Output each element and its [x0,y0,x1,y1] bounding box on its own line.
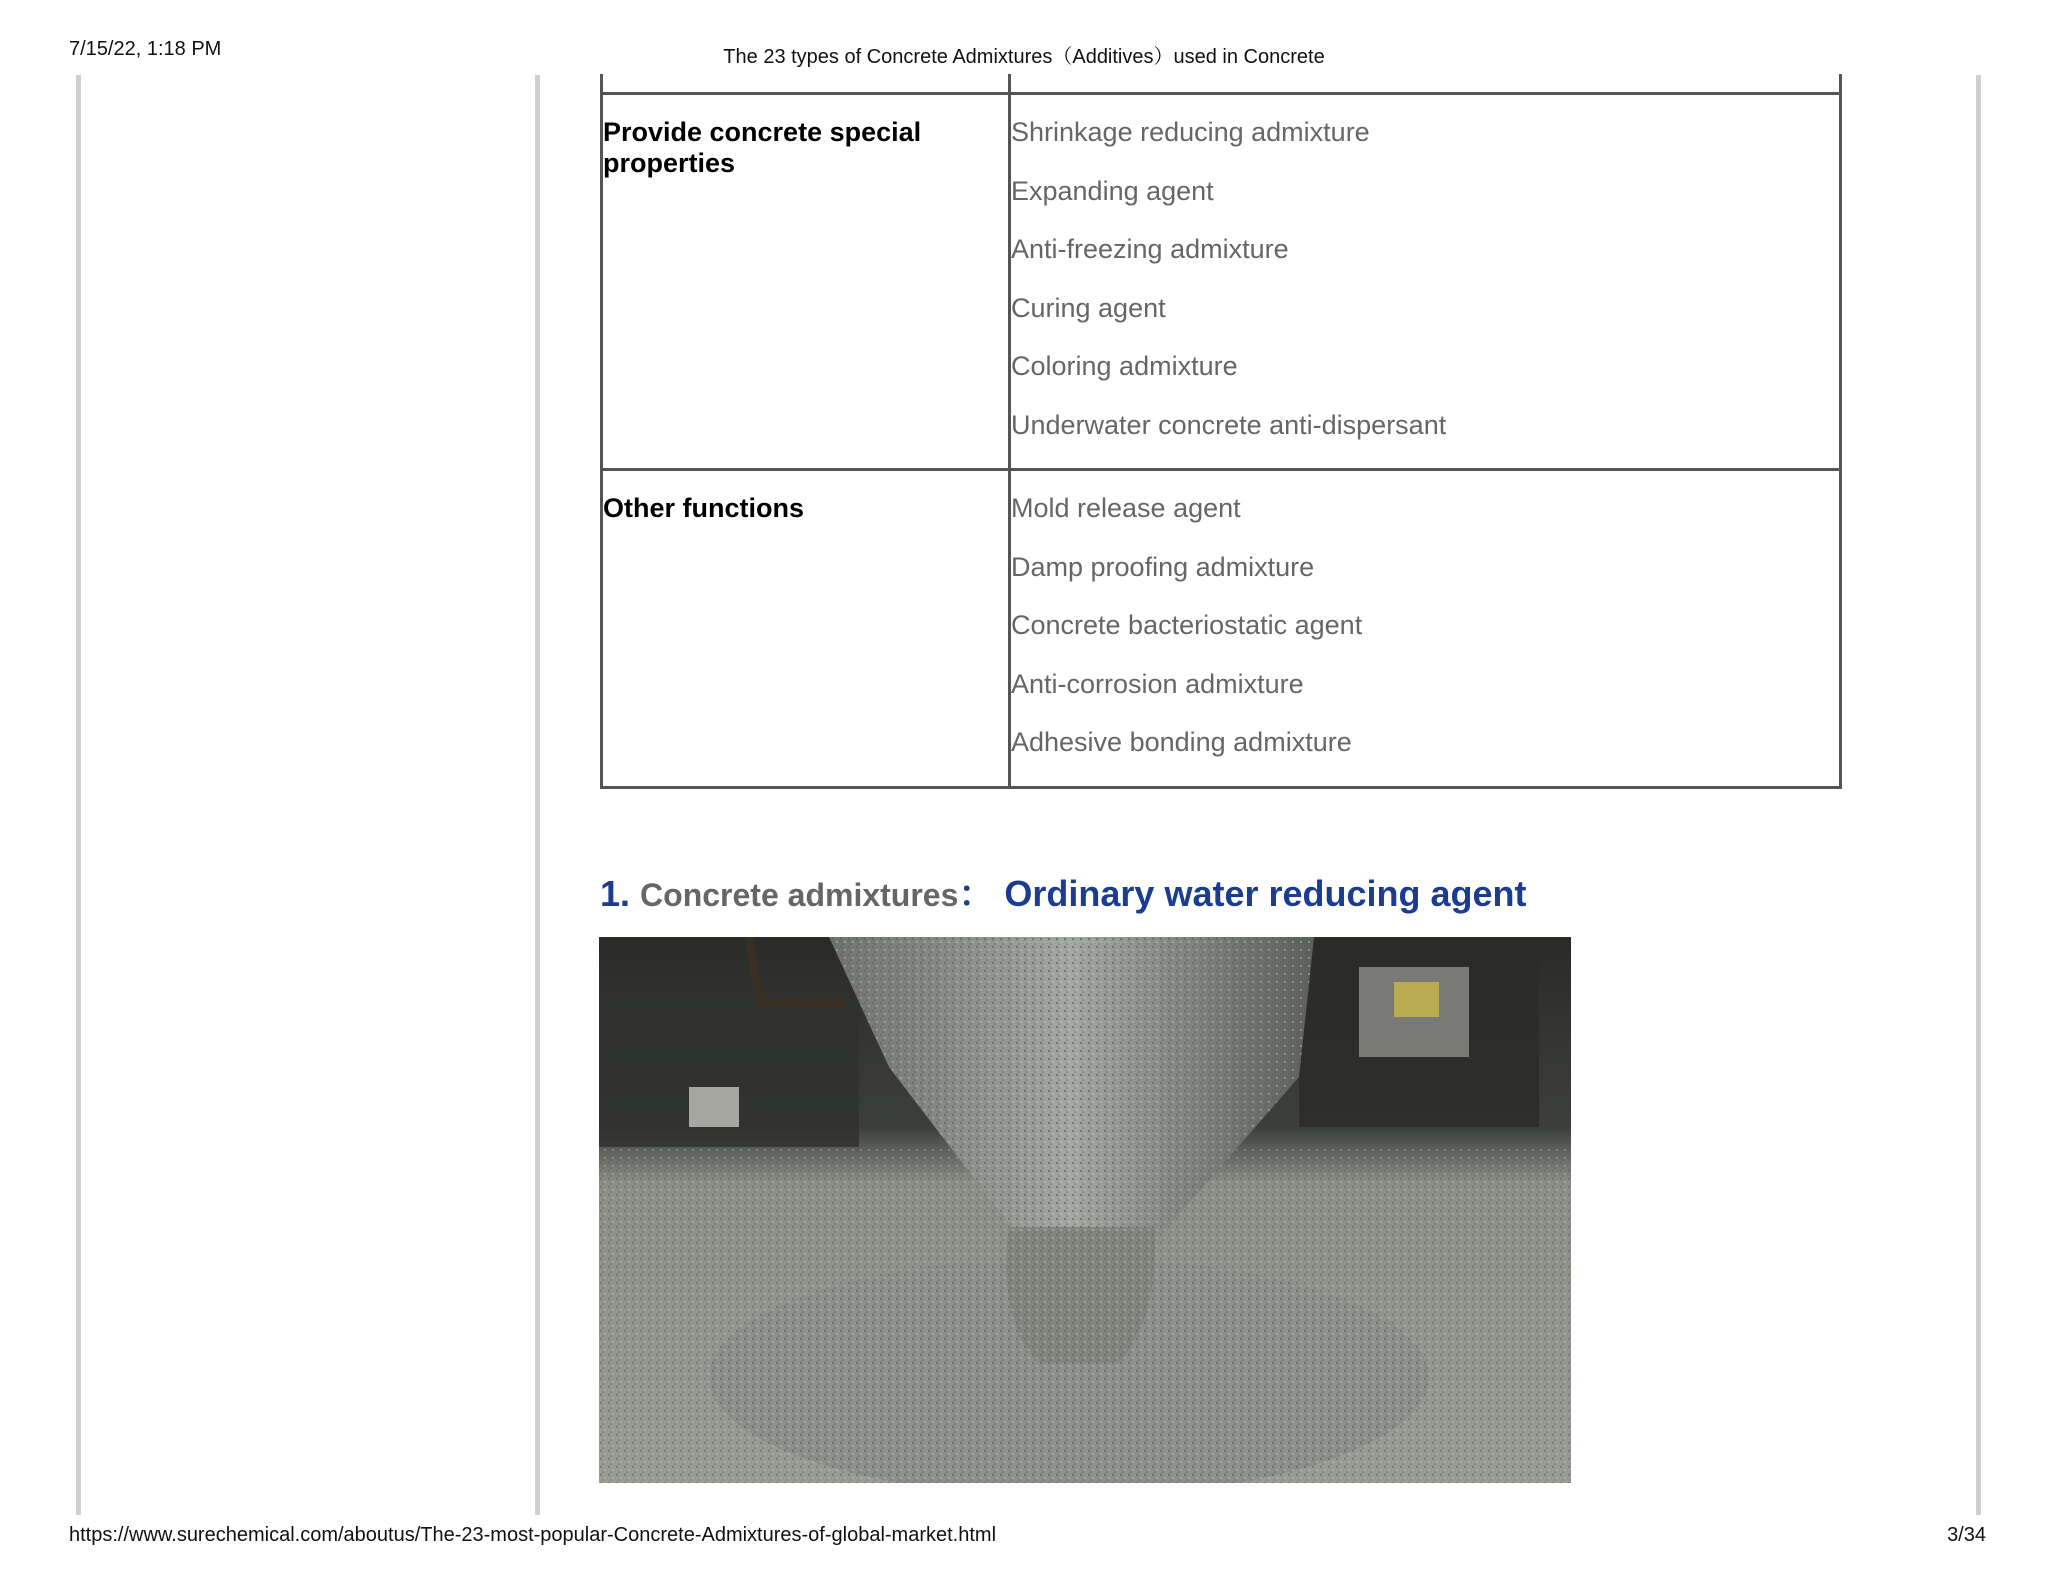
list-item: Shrinkage reducing admixture [1011,117,1370,147]
admixture-table [600,74,1842,789]
category-label: Provide concrete special properties [603,117,922,178]
list-item: Adhesive bonding admixture [1011,727,1352,757]
list-item: Anti-freezing admixture [1011,234,1289,264]
section-number: 1. [600,873,631,914]
list-item: Mold release agent [1011,493,1241,523]
table-row [602,94,1841,470]
section-heading [600,866,1527,917]
table-row [602,470,1841,788]
items-cell [1010,94,1841,470]
content-divider [535,75,540,1515]
category-label: Other functions [603,493,804,523]
list-item: Damp proofing admixture [1011,551,1315,582]
list-item: Anti-corrosion admixture [1011,668,1304,699]
print-url: https://www.surechemical.com/aboutus/The-23-most-popular-Concrete-Admixtures-of-global-market.html [69,1524,997,1546]
section-title: Ordinary water reducing agent [1004,873,1527,914]
list-item: Underwater concrete anti-dispersant [1011,409,1447,440]
table-row-continuation [602,74,1841,94]
category-cell [602,470,1010,788]
left-divider [76,75,81,1515]
category-cell [602,94,1010,470]
section-colon: ： [958,873,995,914]
section-prefix: Concrete admixtures [640,877,959,913]
print-date: 7/15/22, 1:18 PM [69,38,222,60]
items-cell [1010,470,1841,788]
list-item: Expanding agent [1011,175,1214,206]
admixture-list [1011,471,1839,758]
table-cell [1010,74,1841,94]
print-title: The 23 types of Concrete Admixtures（Additives）used in Concrete [723,46,1325,68]
list-item: Concrete bacteriostatic agent [1011,610,1363,640]
admixture-list [1011,95,1839,441]
list-item: Coloring admixture [1011,351,1238,381]
right-divider [1976,75,1981,1515]
page-number: 3/34 [1947,1524,1986,1546]
list-item: Curing agent [1011,292,1166,323]
concrete-pour-photo [599,937,1571,1483]
table-cell [602,74,1010,94]
